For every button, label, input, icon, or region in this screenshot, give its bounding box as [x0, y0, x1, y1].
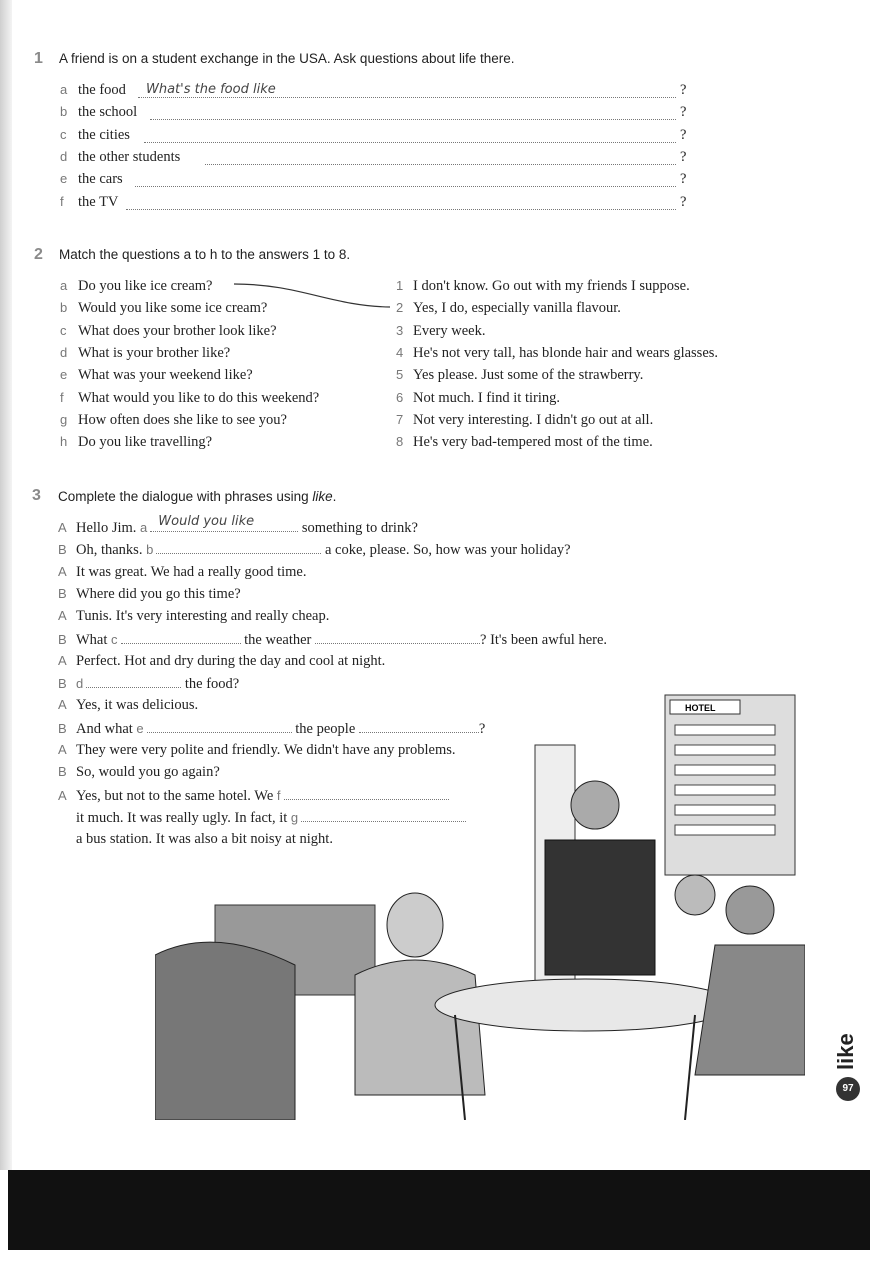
gap-letter: d — [76, 676, 84, 692]
answer-blank[interactable] — [121, 630, 241, 644]
speaker-label: B — [58, 720, 67, 736]
item-letter: b — [60, 104, 68, 120]
dialogue-text: They were very polite and friendly. We didn't have any problems. — [76, 742, 456, 758]
gap-letter: f — [276, 787, 281, 803]
item-letter: f — [60, 389, 64, 405]
gap-letter: e — [136, 720, 144, 736]
exercise-instruction: A friend is on a student exchange in the USA. Ask questions about life there. — [59, 51, 515, 66]
dialogue-text: And what — [76, 720, 137, 737]
item-letter: e — [60, 367, 68, 383]
item-letter: g — [60, 411, 68, 427]
gap-letter: c — [111, 631, 118, 647]
dialogue-text: ? It's been awful here. — [480, 631, 608, 648]
question-text: What does your brother look like? — [78, 322, 277, 339]
item-prompt: the food — [78, 82, 126, 98]
handwritten-answer: What's the food like — [146, 82, 276, 97]
dialogue-line — [58, 585, 241, 603]
answer-number: 3 — [396, 322, 404, 338]
item-prompt: the school — [78, 104, 138, 121]
gap-letter: g — [290, 809, 299, 825]
question-text: Do you like travelling? — [78, 434, 213, 451]
instruction-text: Complete the dialogue with phrases using — [58, 489, 313, 504]
answer-text: He's very bad-tempered most of the time. — [413, 434, 653, 451]
gap-letter: b — [146, 542, 154, 558]
item-letter: c — [60, 126, 67, 142]
speaker-label: B — [58, 542, 67, 558]
match-answer — [396, 411, 653, 429]
dialogue-line — [58, 514, 418, 537]
item-letter: b — [60, 300, 68, 316]
question-mark: ? — [680, 171, 687, 188]
dialogue-text: a coke, please. So, how was your holiday? — [321, 542, 571, 559]
item-letter: e — [60, 171, 68, 187]
answer-blank[interactable] — [150, 514, 298, 532]
speaker-label: A — [58, 697, 67, 713]
question-text: What is your brother like? — [78, 344, 231, 361]
dialogue-text: it much. It was really ugly. In fact, it — [76, 809, 291, 826]
speaker-label: A — [58, 787, 67, 803]
speaker-label: B — [58, 585, 67, 601]
item-letter: c — [60, 322, 67, 338]
question-mark: ? — [680, 148, 687, 165]
dialogue-text: ? — [478, 720, 486, 737]
dialogue-text: Hello Jim. — [76, 520, 141, 536]
answer-number: 5 — [396, 367, 404, 383]
question-mark: ? — [680, 126, 687, 143]
speaker-label: B — [58, 631, 67, 647]
exercise-number: 2 — [34, 246, 43, 263]
scan-footer-band — [8, 1170, 870, 1250]
item-prompt: the other students — [78, 148, 181, 165]
answer-number: 2 — [396, 300, 404, 316]
item-prompt: the cars — [78, 171, 123, 188]
dialogue-text: Perfect. Hot and dry during the day and cool at night. — [76, 652, 386, 669]
question-mark: ? — [680, 193, 687, 210]
item-letter: a — [60, 82, 68, 97]
dialogue-text: So, would you go again? — [76, 764, 220, 781]
dialogue-text: the food? — [181, 676, 240, 693]
dialogue-line — [58, 630, 607, 649]
match-line — [0, 0, 893, 400]
dialogue-line — [58, 607, 329, 625]
exercise-number: 1 — [34, 50, 43, 67]
side-tab: like — [833, 1033, 858, 1070]
dialogue-text: Oh, thanks. — [76, 542, 147, 559]
question-text: What was your weekend like? — [78, 367, 253, 384]
answer-blank[interactable] — [156, 540, 321, 554]
item-letter: h — [60, 434, 68, 450]
answer-number: 4 — [396, 344, 404, 360]
item-letter: f — [60, 193, 64, 209]
answer-text: Not much. I find it tiring. — [413, 389, 560, 406]
dialogue-text: Yes, it was delicious. — [76, 697, 199, 714]
dialogue-line — [58, 563, 307, 581]
answer-blank[interactable] — [315, 630, 480, 644]
speaker-label: A — [58, 563, 67, 579]
item-letter: d — [60, 344, 68, 360]
item-prompt: the TV — [78, 193, 119, 210]
item-letter: d — [60, 148, 68, 164]
exercise-instruction — [58, 489, 336, 504]
dialogue-text: the people — [291, 720, 359, 737]
cafe-illustration — [155, 675, 805, 1120]
answer-number: 1 — [396, 278, 404, 293]
speaker-label: B — [58, 764, 67, 780]
answer-text: Every week. — [413, 322, 486, 339]
question-mark: ? — [680, 104, 687, 121]
dialogue-text: It was great. We had a really good time. — [76, 563, 307, 580]
speaker-label: A — [58, 520, 67, 535]
dialogue-text: Where did you go this time? — [76, 585, 241, 602]
answer-text: Yes, I do, especially vanilla flavour. — [413, 300, 621, 317]
match-question — [60, 433, 212, 451]
handwritten-answer: Would you like — [158, 514, 255, 529]
page-number: 97 — [836, 1077, 860, 1101]
question-text: How often does she like to see you? — [78, 411, 287, 428]
question-text: Would you like some ice cream? — [78, 300, 268, 317]
answer-number: 8 — [396, 434, 404, 450]
instruction-end: . — [332, 489, 337, 504]
speaker-label: A — [58, 608, 67, 624]
dialogue-text: Yes, but not to the same hotel. We — [76, 787, 277, 804]
dialogue-text: a bus station. It was also a bit noisy at night. — [76, 831, 333, 848]
question-mark: ? — [680, 82, 687, 98]
speaker-label: A — [58, 742, 67, 757]
speaker-label: A — [58, 652, 67, 668]
speaker-label: B — [58, 676, 67, 692]
question-text: Do you like ice cream? — [78, 278, 213, 294]
item-prompt: the cities — [78, 126, 130, 143]
dialogue-text: something to drink? — [298, 520, 418, 536]
exercise-number: 3 — [32, 487, 41, 504]
question-text: What would you like to do this weekend? — [78, 389, 320, 406]
instruction-italic: like — [312, 489, 333, 504]
item-letter: a — [60, 278, 68, 293]
hotel-sign: HOTEL — [685, 703, 716, 713]
exercise-instruction: Match the questions a to h to the answers 1 to 8. — [59, 247, 351, 262]
answer-text: I don't know. Go out with my friends I suppose. — [413, 278, 690, 294]
dialogue-text: What — [76, 631, 112, 648]
dialogue-text: Tunis. It's very interesting and really cheap. — [76, 608, 330, 625]
answer-number: 7 — [396, 411, 404, 427]
answer-text: Yes please. Just some of the strawberry. — [413, 367, 644, 384]
match-answer — [396, 433, 653, 451]
match-question — [60, 411, 287, 429]
gap-letter: a — [140, 520, 148, 535]
dialogue-line — [58, 652, 385, 670]
dialogue-line — [58, 540, 571, 559]
dialogue-text: the weather — [240, 631, 316, 648]
answer-text: He's not very tall, has blonde hair and wears glasses. — [413, 344, 719, 361]
answer-text: Not very interesting. I didn't go out at all. — [413, 411, 654, 428]
answer-number: 6 — [396, 389, 404, 405]
